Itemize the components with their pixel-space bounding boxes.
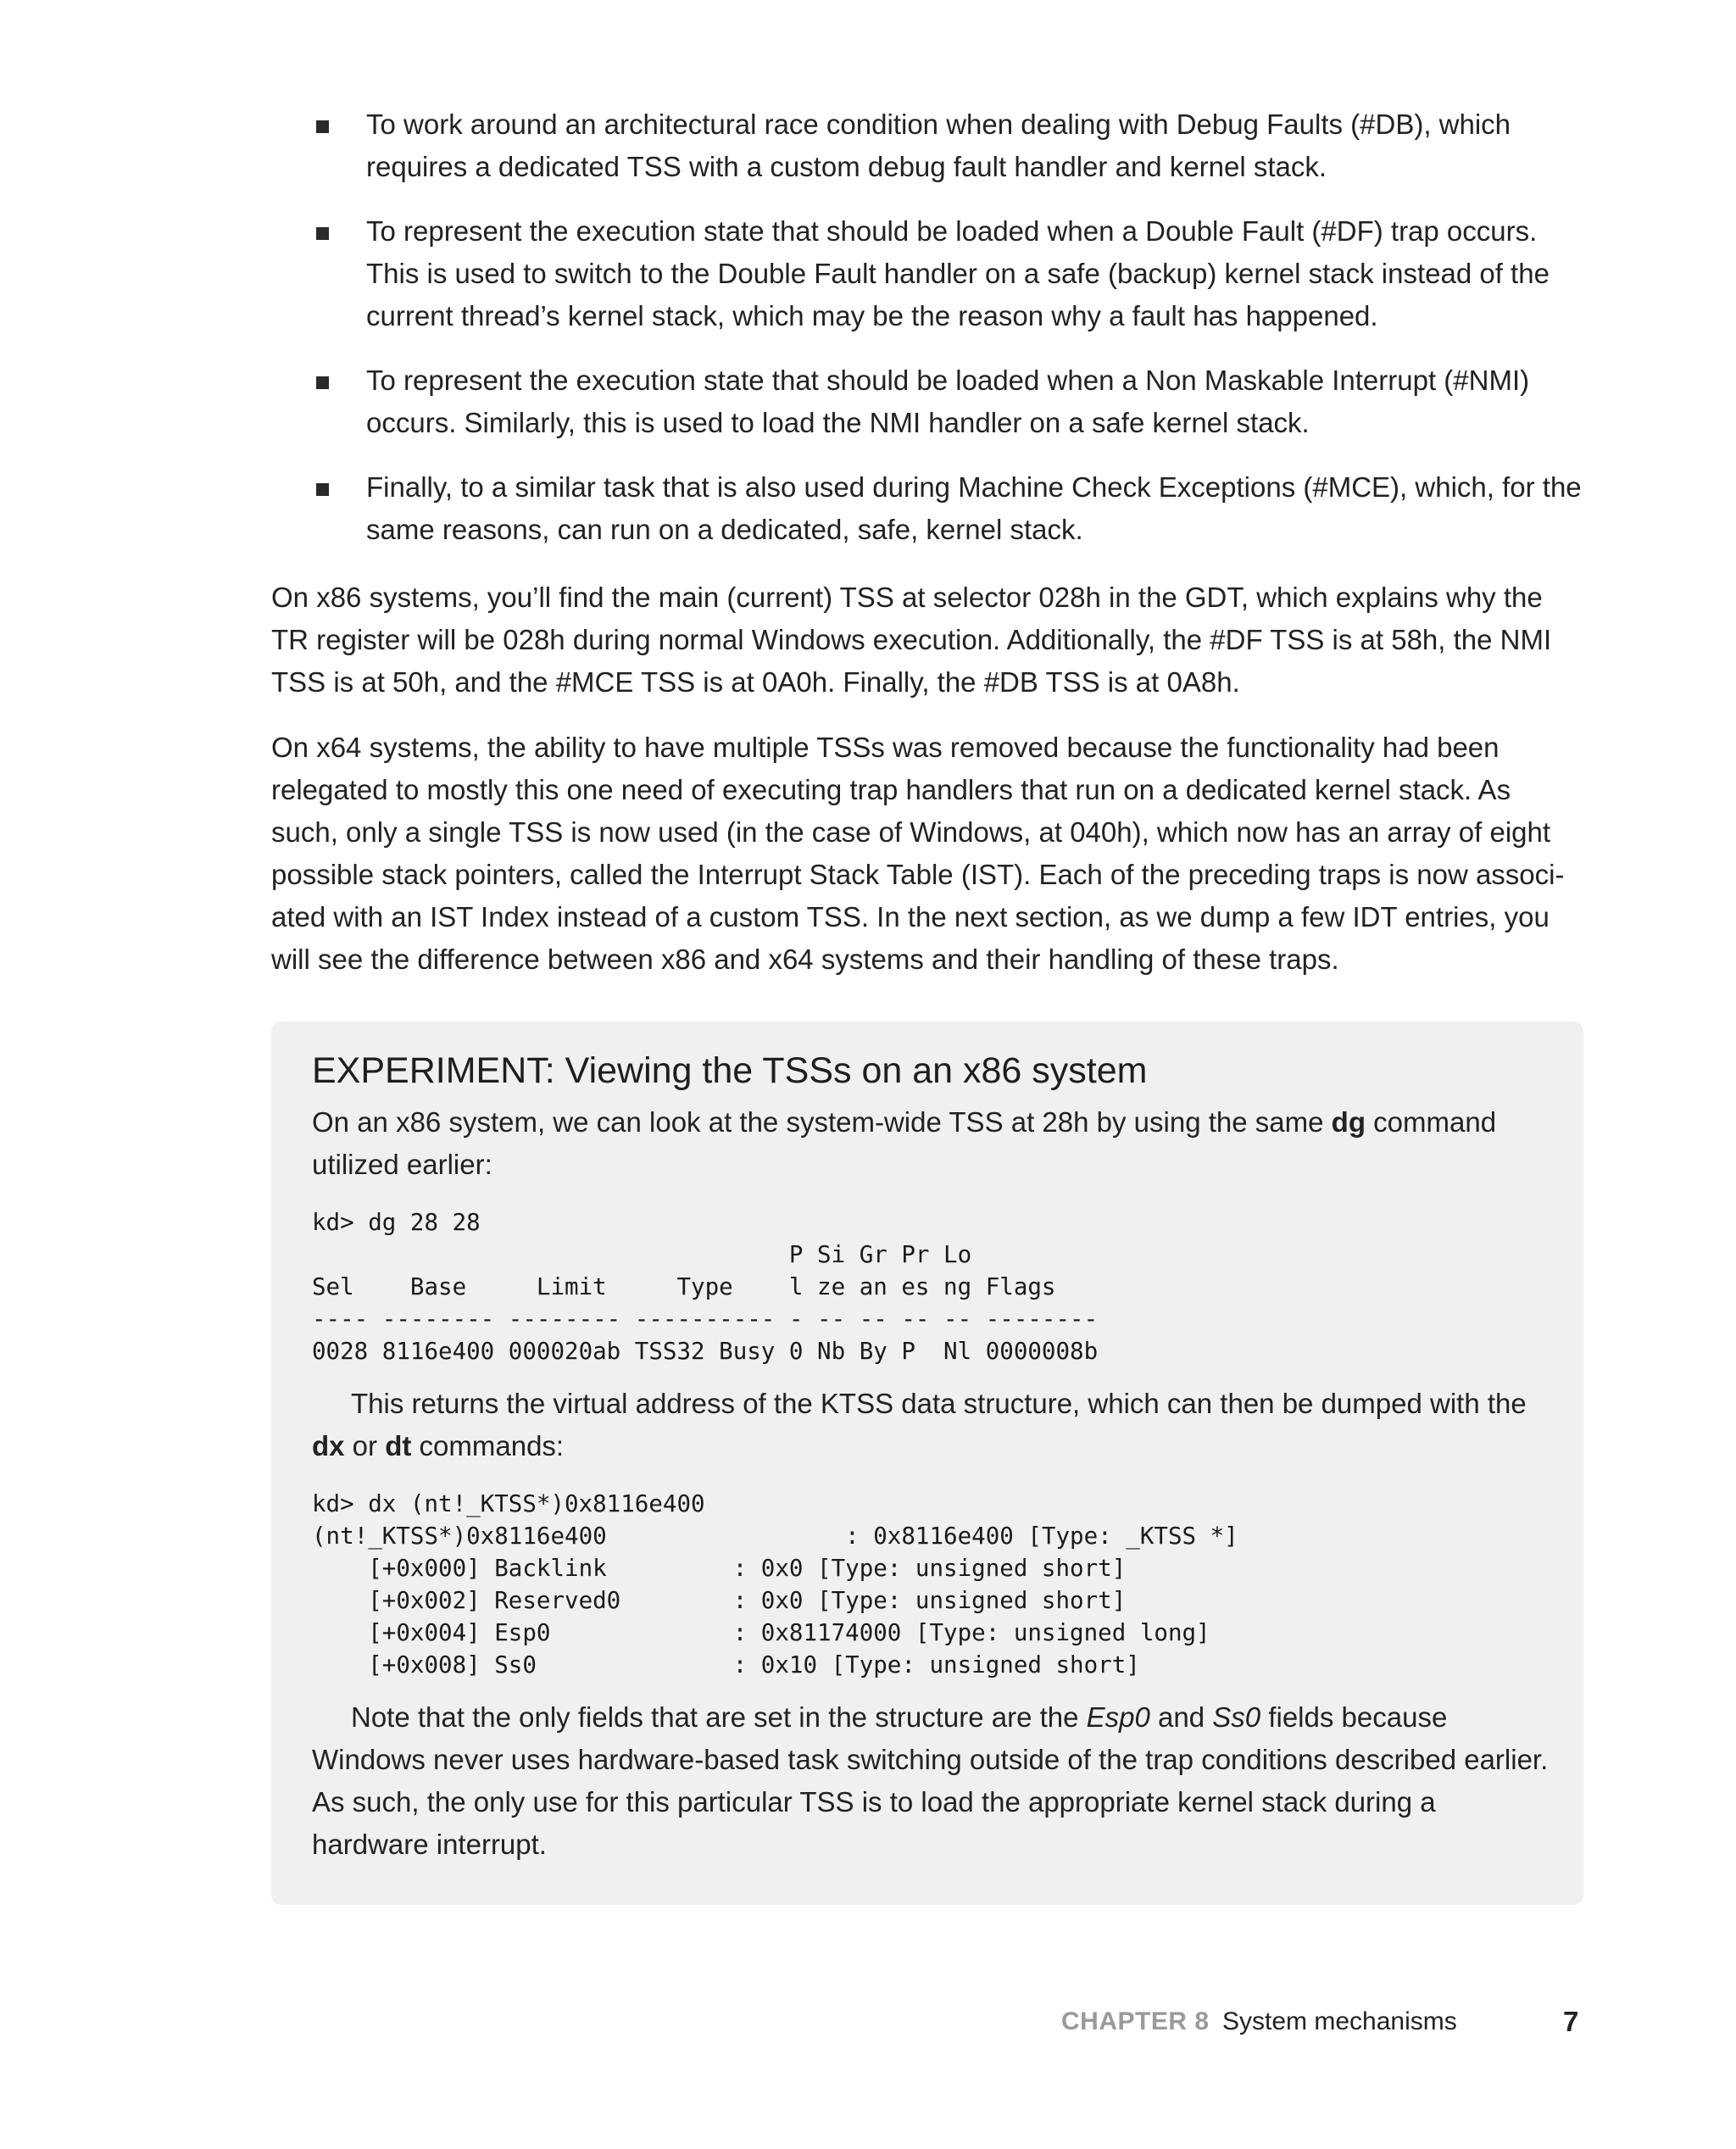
note-text-end: fields because Windows never uses hardware-based task switching outside of the trap conditions described earlier. As such, the only use for this particular TSS is to load the appropriate kernel stack during a hardware interrupt.: [312, 1701, 1549, 1860]
ss0-field: Ss0: [1212, 1701, 1261, 1733]
square-bullet-icon: [316, 120, 329, 133]
chapter-label: CHAPTER 8: [1061, 2007, 1210, 2035]
note-and: and: [1149, 1701, 1213, 1733]
dx-command: dx: [312, 1430, 345, 1461]
x86-tss-paragraph: On x86 systems, you’ll find the main (current) TSS at selector 028h in the GDT, which explains why the TR register will be 028h during normal Windows execution. Additionally, the #DF TSS is at 58h, the NMI TSS is at 50h, and the #MCE TSS is at 0A0h. Finally, the #DB TSS is at 0A8h.: [271, 582, 1552, 698]
bullet-text: To represent the execution state that should be loaded when a Non Maskable Interrupt (#NMI) occurs. Similarly, this is used to load the NMI handler on a safe kernel stack.: [366, 365, 1530, 438]
section-title: System mechanisms: [1222, 2007, 1457, 2035]
mid-text: This returns the virtual address of the KTSS data structure, which can then be dumped with the: [351, 1388, 1527, 1419]
page-number: 7: [1563, 2006, 1579, 2037]
experiment-title: EXPERIMENT: Viewing the TSSs on an x86 system: [312, 1050, 1148, 1091]
dg-code-listing: kd> dg 28 28 P Si Gr Pr Lo Sel Base Limit Type l ze an es ng Flags ---- -------- -------- ---------- - -- -- -- -- -------- 0028 8116e400 000020ab TSS32 Busy 0 Nb By P Nl 0000008b: [312, 1209, 1099, 1365]
bullet-text: To work around an architectural race condition when dealing with Debug Faults (#DB), which requires a dedicated TSS with a custom debug fault handler and kernel stack.: [366, 109, 1511, 182]
dt-command: dt: [385, 1430, 412, 1461]
x64-tss-paragraph: On x64 systems, the ability to have multiple TSSs was removed because the functionality had been relegated to mostly this one need of executing trap handlers that run on a dedicated kernel stack. As such, only a single TSS is now used (in the case of Windows, at 040h), which now has an array of eight possible stack pointers, called the Interrupt Stack Table (IST). Each of the preceding traps is now associ-ated with an IST Index instead of a custom TSS. In the next section, as we dump a few IDT entries, you will see the difference between x86 and x64 systems and their handling of these traps.: [271, 732, 1565, 975]
dx-code-listing: kd> dx (nt!_KTSS*)0x8116e400 (nt!_KTSS*)0x8116e400 : 0x8116e400 [Type: _KTSS *] [+0x000] Backlink : 0x0 [Type: unsigned short] [+0x002] Reserved0 : 0x0 [Type: unsigned short] [+0x004] Esp0 : 0x81174000 [Type: unsigned long] [+0x008] Ss0 : 0x10 [Type: unsigned short]: [312, 1490, 1238, 1679]
mid-or: or: [344, 1430, 386, 1461]
square-bullet-icon: [316, 376, 329, 389]
list-item: [312, 103, 1583, 188]
bullet-text: Finally, to a similar task that is also used during Machine Check Exceptions (#MCE), which, for the same reasons, can run on a dedicated, safe, kernel stack.: [366, 471, 1582, 545]
mid-text-end: commands:: [411, 1430, 565, 1461]
list-item: [312, 359, 1583, 444]
experiment-box: [271, 1022, 1583, 1905]
intro-text: On an x86 system, we can look at the system-wide TSS at 28h by using the same: [312, 1106, 1332, 1138]
experiment-note: [312, 1696, 1550, 1866]
experiment-intro: [312, 1101, 1550, 1186]
esp0-field: Esp0: [1086, 1701, 1150, 1733]
intro-text-end: command utilized earlier:: [312, 1106, 1497, 1180]
list-item: [312, 466, 1583, 551]
dg-command: dg: [1331, 1106, 1366, 1138]
square-bullet-icon: [316, 483, 329, 496]
bullet-list: [312, 103, 1583, 573]
experiment-mid-text: [312, 1383, 1550, 1467]
square-bullet-icon: [316, 227, 329, 240]
note-text: Note that the only fields that are set in the structure are the: [351, 1701, 1087, 1733]
page-footer: [0, 2007, 1736, 2050]
bullet-text: To represent the execution state that should be loaded when a Double Fault (#DF) trap occurs. This is used to switch to the Double Fault handler on a safe (backup) kernel stack instead of the current thread’s kernel stack, which may be the reason why a fault has happened.: [366, 215, 1550, 331]
list-item: [312, 210, 1583, 337]
